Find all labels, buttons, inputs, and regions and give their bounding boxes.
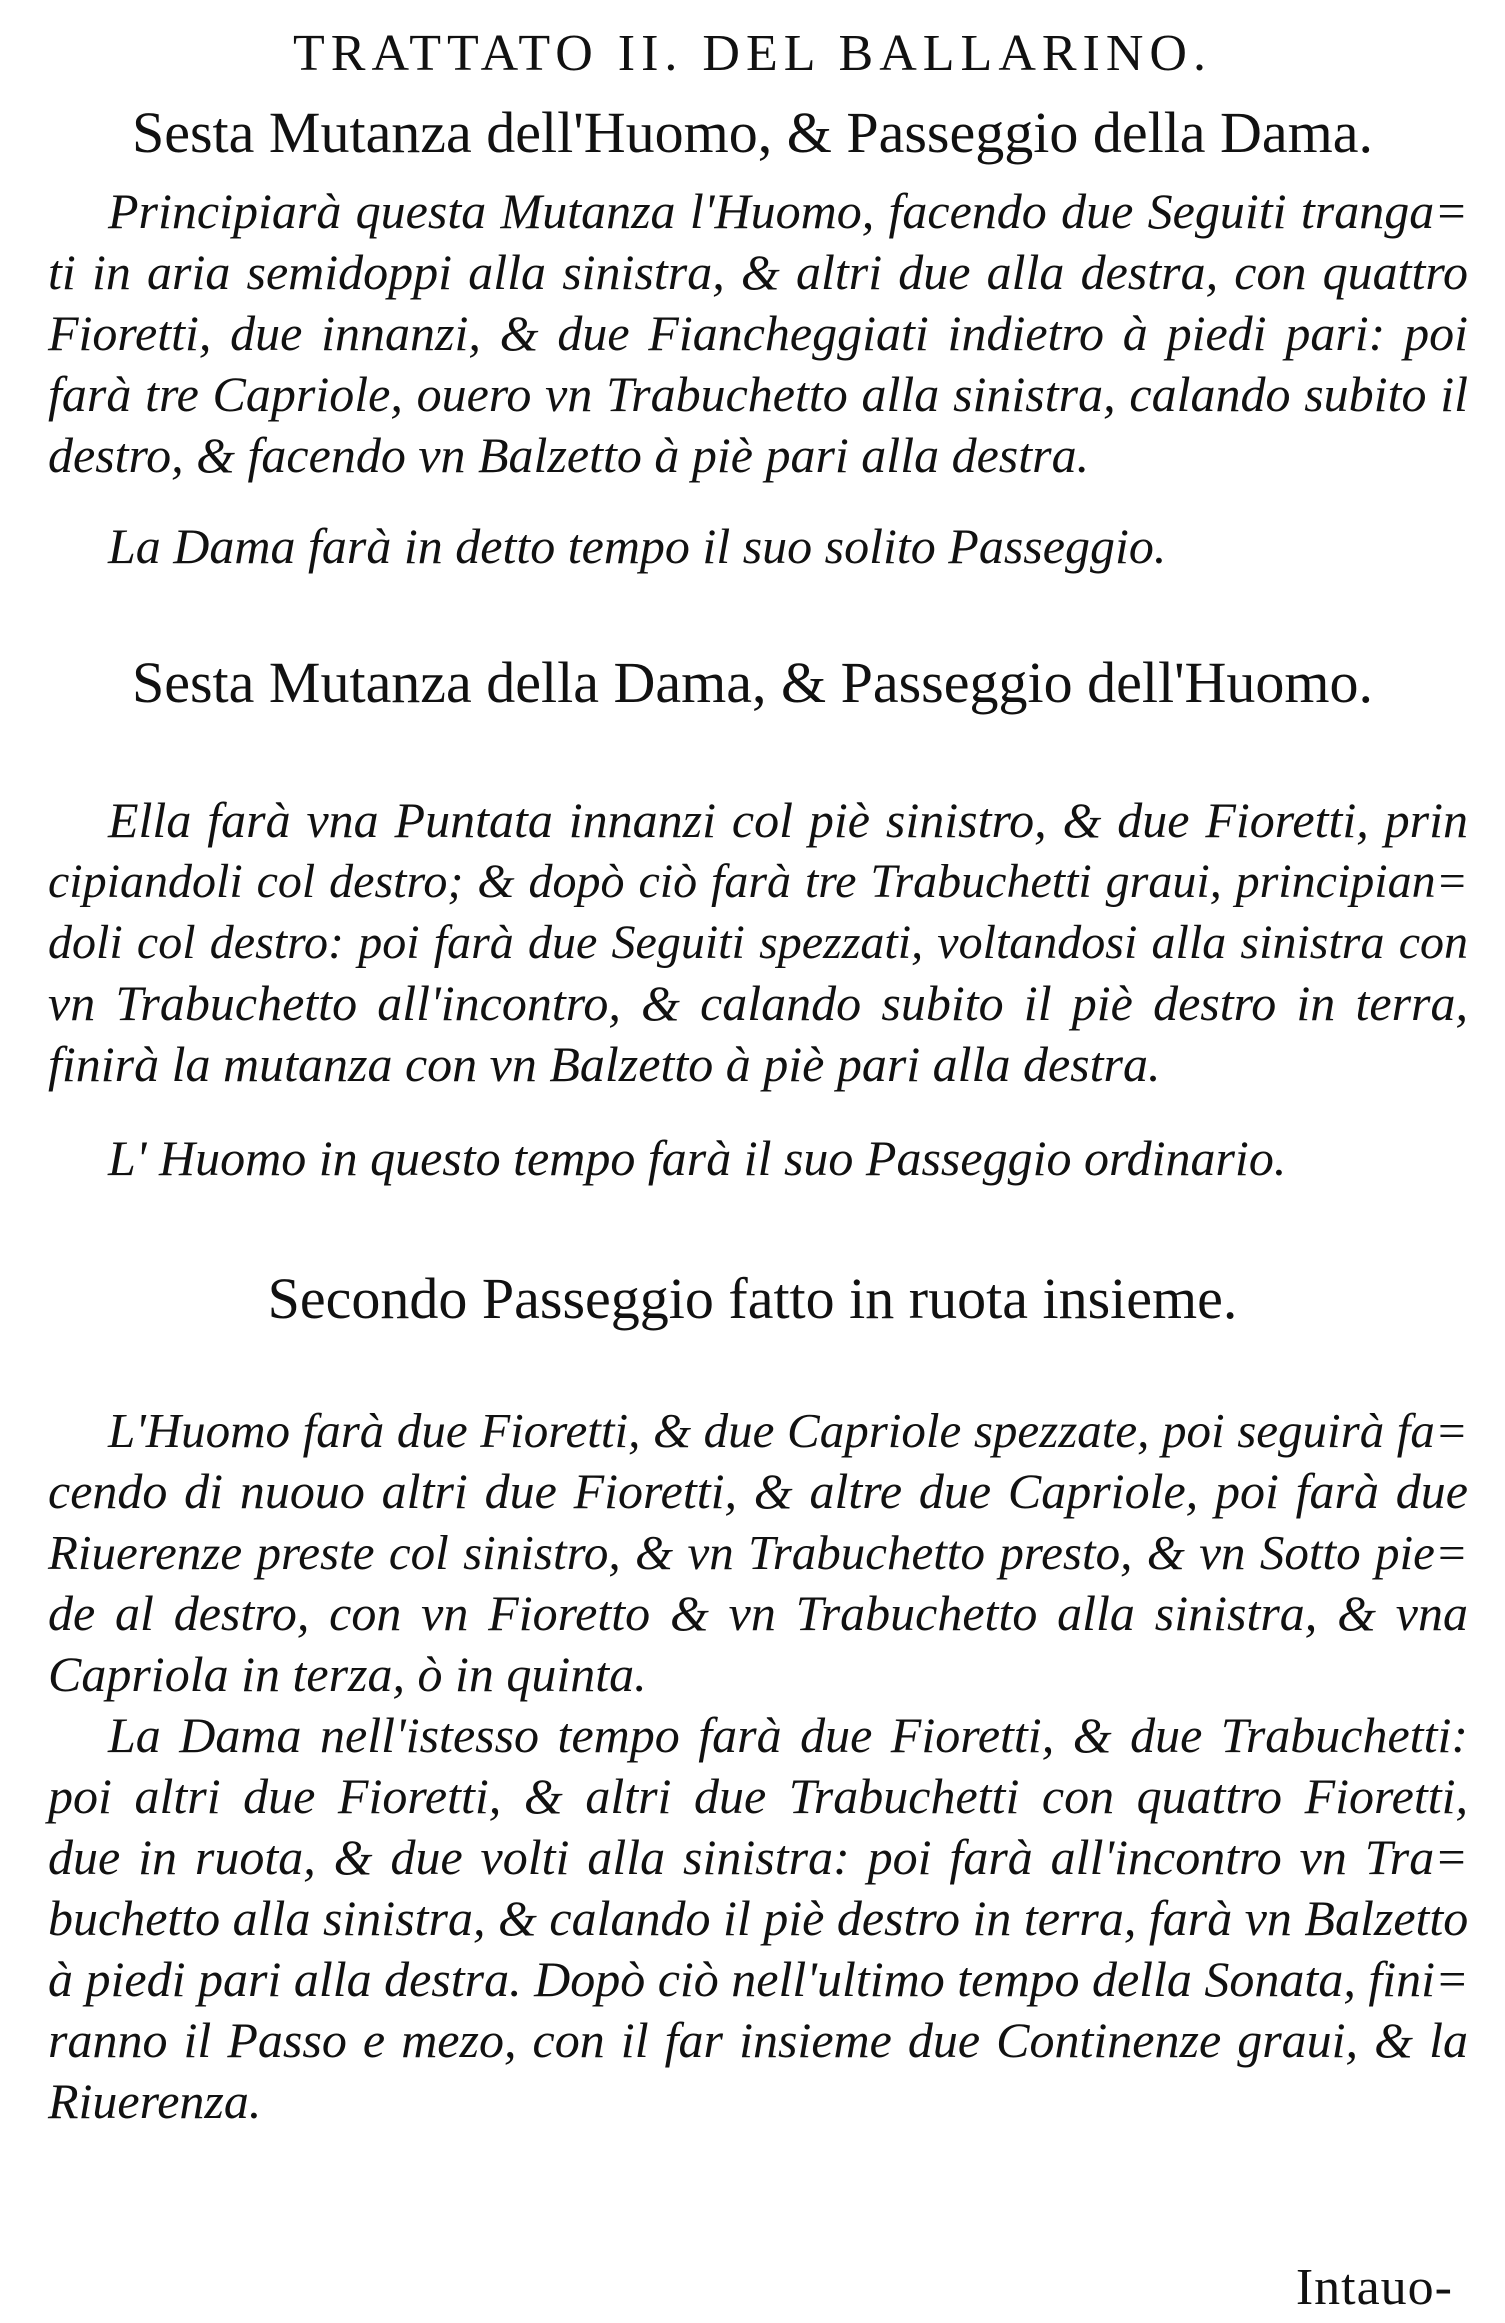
- text-line: poi altri due Fioretti, & altri due Trabuchetti con quattro Fioretti,: [48, 1768, 1468, 1824]
- text-line: due in ruota, & due volti alla sinistra: poi farà all'incontro vn Tra=: [48, 1829, 1468, 1885]
- text-line: cendo di nuouo altri due Fioretti, & altre due Capriole, poi farà due: [48, 1463, 1468, 1519]
- section-heading: Secondo Passeggio fatto in ruota insieme.: [267, 1266, 1238, 1331]
- paragraph: [48, 516, 1468, 577]
- catchword: Intauo-: [1295, 2259, 1453, 2316]
- text-line: de al destro, con vn Fioretto & vn Trabuchetto alla sinistra, & vna: [48, 1585, 1468, 1641]
- text-line: vn Trabuchetto all'incontro, & calando subito il piè destro in terra,: [48, 975, 1468, 1031]
- paragraph: [48, 1705, 1468, 2132]
- paragraph: [48, 1128, 1468, 1189]
- text-line: destro, & facendo vn Balzetto à piè pari alla destra.: [48, 427, 1090, 483]
- text-line: Ella farà vna Puntata innanzi col piè sinistro, & due Fioretti, prin: [108, 792, 1468, 848]
- text-line: Principiarà questa Mutanza l'Huomo, facendo due Seguiti tranga=: [108, 183, 1468, 239]
- text-line: ti in aria semidoppi alla sinistra, & altri due alla destra, con quattro: [48, 244, 1468, 300]
- text-line: cipiandoli col destro; & dopò ciò farà tre Trabuchetti graui, principian=: [48, 855, 1468, 908]
- paragraph: [48, 790, 1468, 1095]
- text-line: Riuerenze preste col sinistro, & vn Trabuchetto presto, & vn Sotto pie=: [48, 1525, 1468, 1580]
- text-line: La Dama nell'istesso tempo farà due Fioretti, & due Trabuchetti:: [108, 1707, 1468, 1763]
- section-heading: Sesta Mutanza della Dama, & Passeggio dell'Huomo.: [131, 650, 1374, 715]
- text-line: ranno il Passo e mezo, con il far insieme due Continenze graui, & la: [48, 2012, 1468, 2068]
- text-line: finirà la mutanza con vn Balzetto à piè pari alla destra.: [48, 1036, 1161, 1092]
- text-line: buchetto alla sinistra, & calando il piè destro in terra, farà vn Balzetto: [48, 1890, 1469, 1946]
- text-line: farà tre Capriole, ouero vn Trabuchetto alla sinistra, calando subito il: [48, 366, 1468, 422]
- text-line: La Dama farà in detto tempo il suo solito Passeggio.: [108, 518, 1167, 574]
- text-line: à piedi pari alla destra. Dopò ciò nell'ultimo tempo della Sonata, fini=: [48, 1951, 1469, 2007]
- text-line: L' Huomo in questo tempo farà il suo Passeggio ordinario.: [108, 1130, 1287, 1186]
- text-line: Capriola in terza, ò in quinta.: [48, 1646, 647, 1702]
- running-head: TRATTATO II. DEL BALLARINO.: [293, 25, 1212, 82]
- paragraph: [48, 181, 1468, 486]
- text-line: Fioretti, due innanzi, & due Fiancheggiati indietro à piedi pari: poi: [48, 305, 1468, 361]
- text-line: L'Huomo farà due Fioretti, & due Capriole spezzate, poi seguirà fa=: [108, 1403, 1468, 1458]
- text-line: Riuerenza.: [48, 2073, 262, 2129]
- text-line: doli col destro: poi farà due Seguiti spezzati, voltandosi alla sinistra con: [48, 916, 1468, 969]
- paragraph: [48, 1400, 1468, 1705]
- section-heading: Sesta Mutanza dell'Huomo, & Passeggio della Dama.: [131, 100, 1374, 165]
